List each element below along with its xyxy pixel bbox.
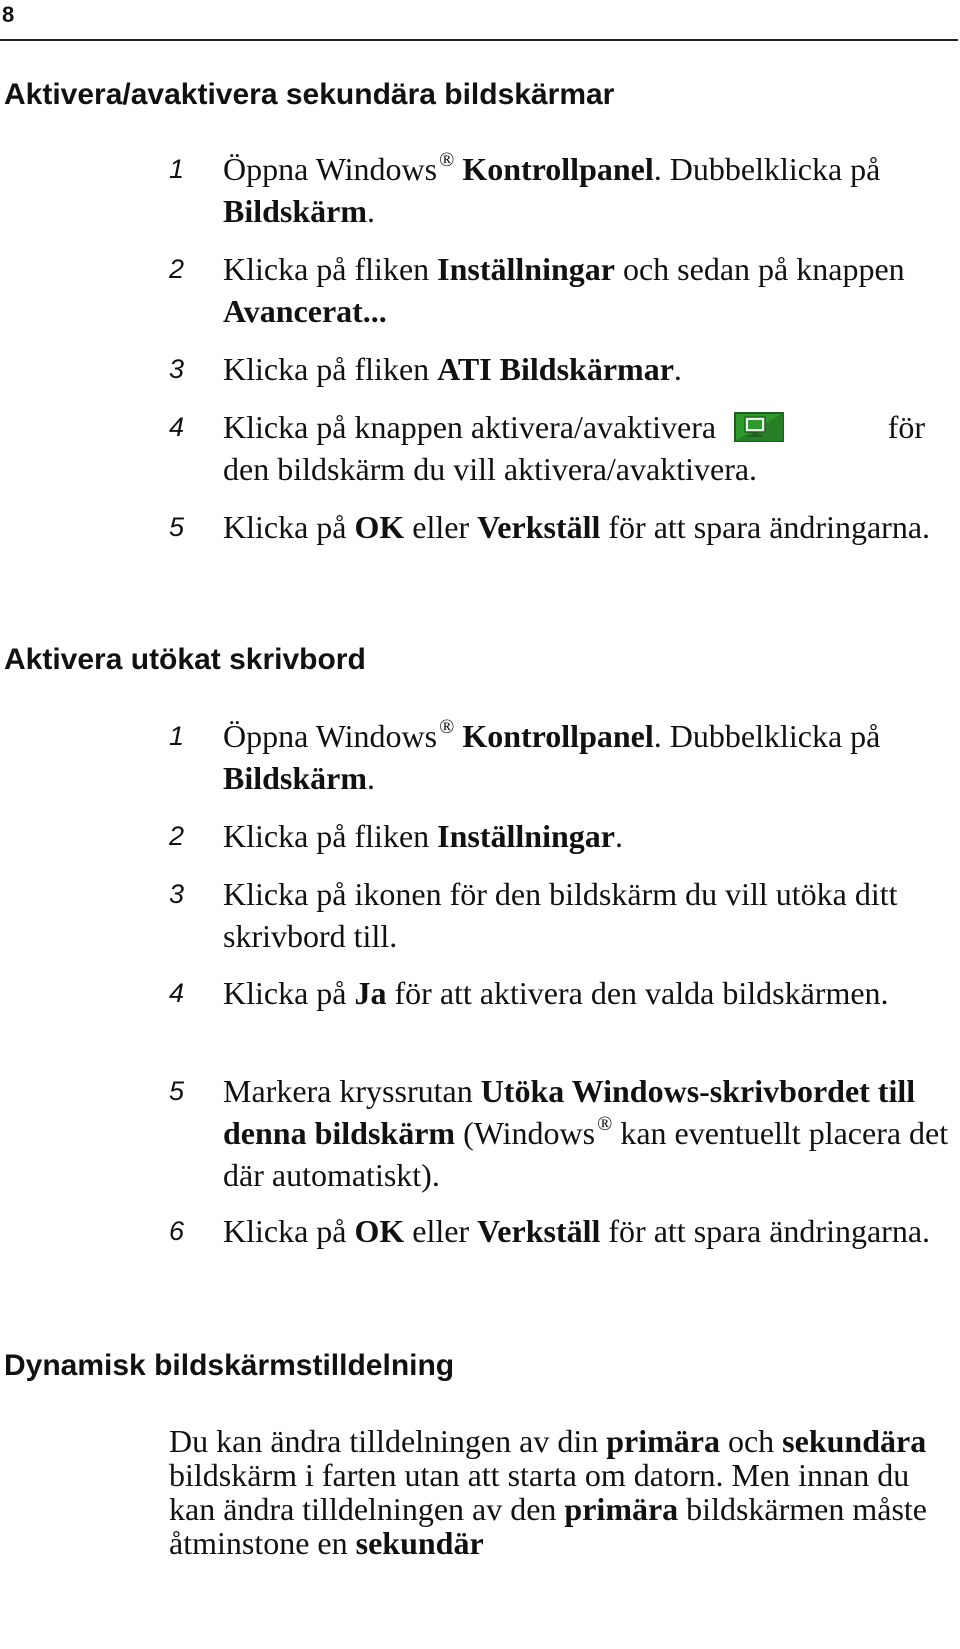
step-number: 5: [169, 1076, 185, 1106]
step-item: [169, 972, 959, 1014]
step-item: [169, 815, 959, 857]
step-text: Öppna Windows ® Kontrollpanel. Dubbelklicka på Bildskärm.: [223, 149, 881, 229]
step-item: [169, 248, 959, 332]
step-text: Klicka på fliken ATI Bildskärmar.: [223, 351, 682, 387]
step-item: [169, 715, 959, 799]
step-number: 6: [169, 1216, 185, 1246]
step-item: [169, 1070, 959, 1196]
step-number: 4: [169, 412, 185, 442]
step-item: [169, 1210, 959, 1252]
step-text: Öppna Windows ® Kontrollpanel. Dubbelklicka på Bildskärm.: [223, 716, 881, 796]
step-text: Klicka på OK eller Verkställ för att spara ändringarna.: [223, 509, 931, 545]
section-heading-activate-secondary: Aktivera/avaktivera sekundära bildskärmar: [4, 78, 615, 111]
step-text: Klicka på fliken Inställningar.: [223, 818, 623, 854]
step-text: Klicka på OK eller Verkställ för att spara ändringarna.: [223, 1213, 931, 1249]
monitor-toggle-icon[interactable]: [734, 410, 784, 440]
step-number: 3: [169, 879, 185, 909]
step-text: Klicka på knappen aktivera/avaktivera för den bildskärm du vill aktivera/avaktivera.: [223, 409, 925, 487]
step-text: Markera kryssrutan Utöka Windows-skrivbordet till denna bildskärm (Windows ® kan eventuellt placera det där automatiskt).: [223, 1073, 949, 1193]
step-item: [169, 348, 959, 390]
header-rule: [0, 39, 958, 41]
section-heading-extended-desktop: Aktivera utökat skrivbord: [4, 643, 366, 676]
step-number: 2: [169, 821, 185, 851]
section-heading-dynamic-assignment: Dynamisk bildskärmstilldelning: [4, 1349, 455, 1382]
step-text: Klicka på Ja för att aktivera den valda bildskärmen.: [223, 975, 889, 1011]
step-number: 1: [169, 154, 185, 184]
step-text: Klicka på fliken Inställningar och sedan på knappen Avancerat...: [223, 251, 905, 329]
step-number: 4: [169, 978, 185, 1008]
step-item: [169, 148, 959, 232]
step-item: [169, 873, 959, 957]
step-text: Klicka på ikonen för den bildskärm du vill utöka ditt skrivbord till.: [223, 876, 898, 954]
step-item: [169, 506, 959, 548]
step-number: 1: [169, 721, 185, 751]
step-number: 2: [169, 254, 185, 284]
step-number: 5: [169, 512, 185, 542]
page-number: 8: [2, 2, 15, 27]
step-number: 3: [169, 354, 185, 384]
step-item: [169, 406, 959, 490]
body-paragraph: Du kan ändra tilldelningen av din primära och sekundära bildskärm i farten utan att starta om datorn. Men innan du kan ändra tilldelningen av den primära bildskärmen måste åtminstone en sekundär: [169, 1423, 927, 1561]
